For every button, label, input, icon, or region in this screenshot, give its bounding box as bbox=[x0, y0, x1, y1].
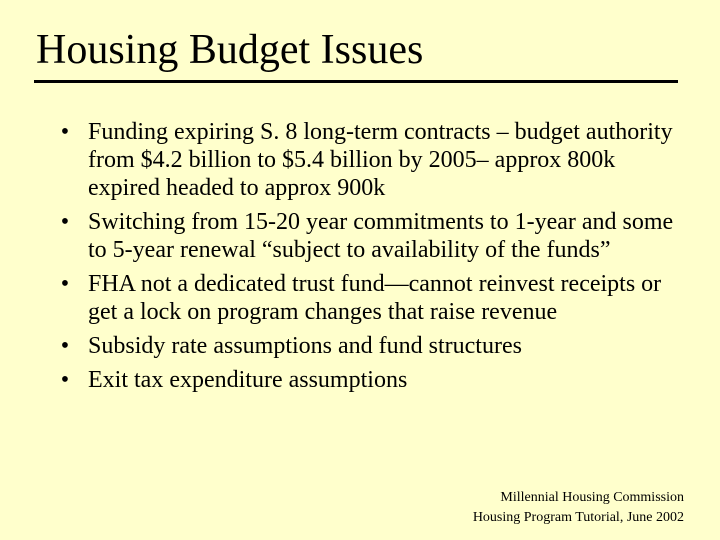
title-divider bbox=[34, 80, 678, 83]
bullet-item-funding bbox=[56, 118, 676, 202]
bullet-dot-icon: • bbox=[60, 119, 70, 145]
bullet-item-commitments bbox=[56, 208, 676, 264]
bullet-dot-icon: • bbox=[60, 367, 70, 393]
slide-title: Housing Budget Issues bbox=[36, 27, 424, 73]
footer-organization: Millennial Housing Commission bbox=[500, 490, 684, 505]
bullet-text: Funding expiring S. 8 long-term contracts – budget authority from $4.2 billion to $5.4 billion by 2005– approx 800k expired headed to approx 900k bbox=[88, 119, 673, 201]
bullet-text: Subsidy rate assumptions and fund structures bbox=[88, 333, 522, 359]
footer-event: Housing Program Tutorial, June 2002 bbox=[472, 510, 684, 525]
bullet-item-exit-tax bbox=[56, 366, 676, 394]
bullet-text: FHA not a dedicated trust fund—cannot reinvest receipts or get a lock on program changes that raise revenue bbox=[88, 271, 662, 325]
bullet-dot-icon: • bbox=[60, 209, 70, 235]
slide-footer bbox=[473, 488, 684, 528]
bullet-item-fha bbox=[56, 270, 676, 326]
bullet-text: Switching from 15-20 year commitments to 1-year and some to 5-year renewal “subject to availability of the funds” bbox=[88, 209, 674, 263]
bullet-item-subsidy bbox=[56, 332, 676, 360]
bullet-text: Exit tax expenditure assumptions bbox=[88, 367, 408, 393]
bullet-dot-icon: • bbox=[60, 271, 70, 297]
bullet-dot-icon: • bbox=[60, 333, 70, 359]
bullet-list bbox=[56, 118, 676, 400]
